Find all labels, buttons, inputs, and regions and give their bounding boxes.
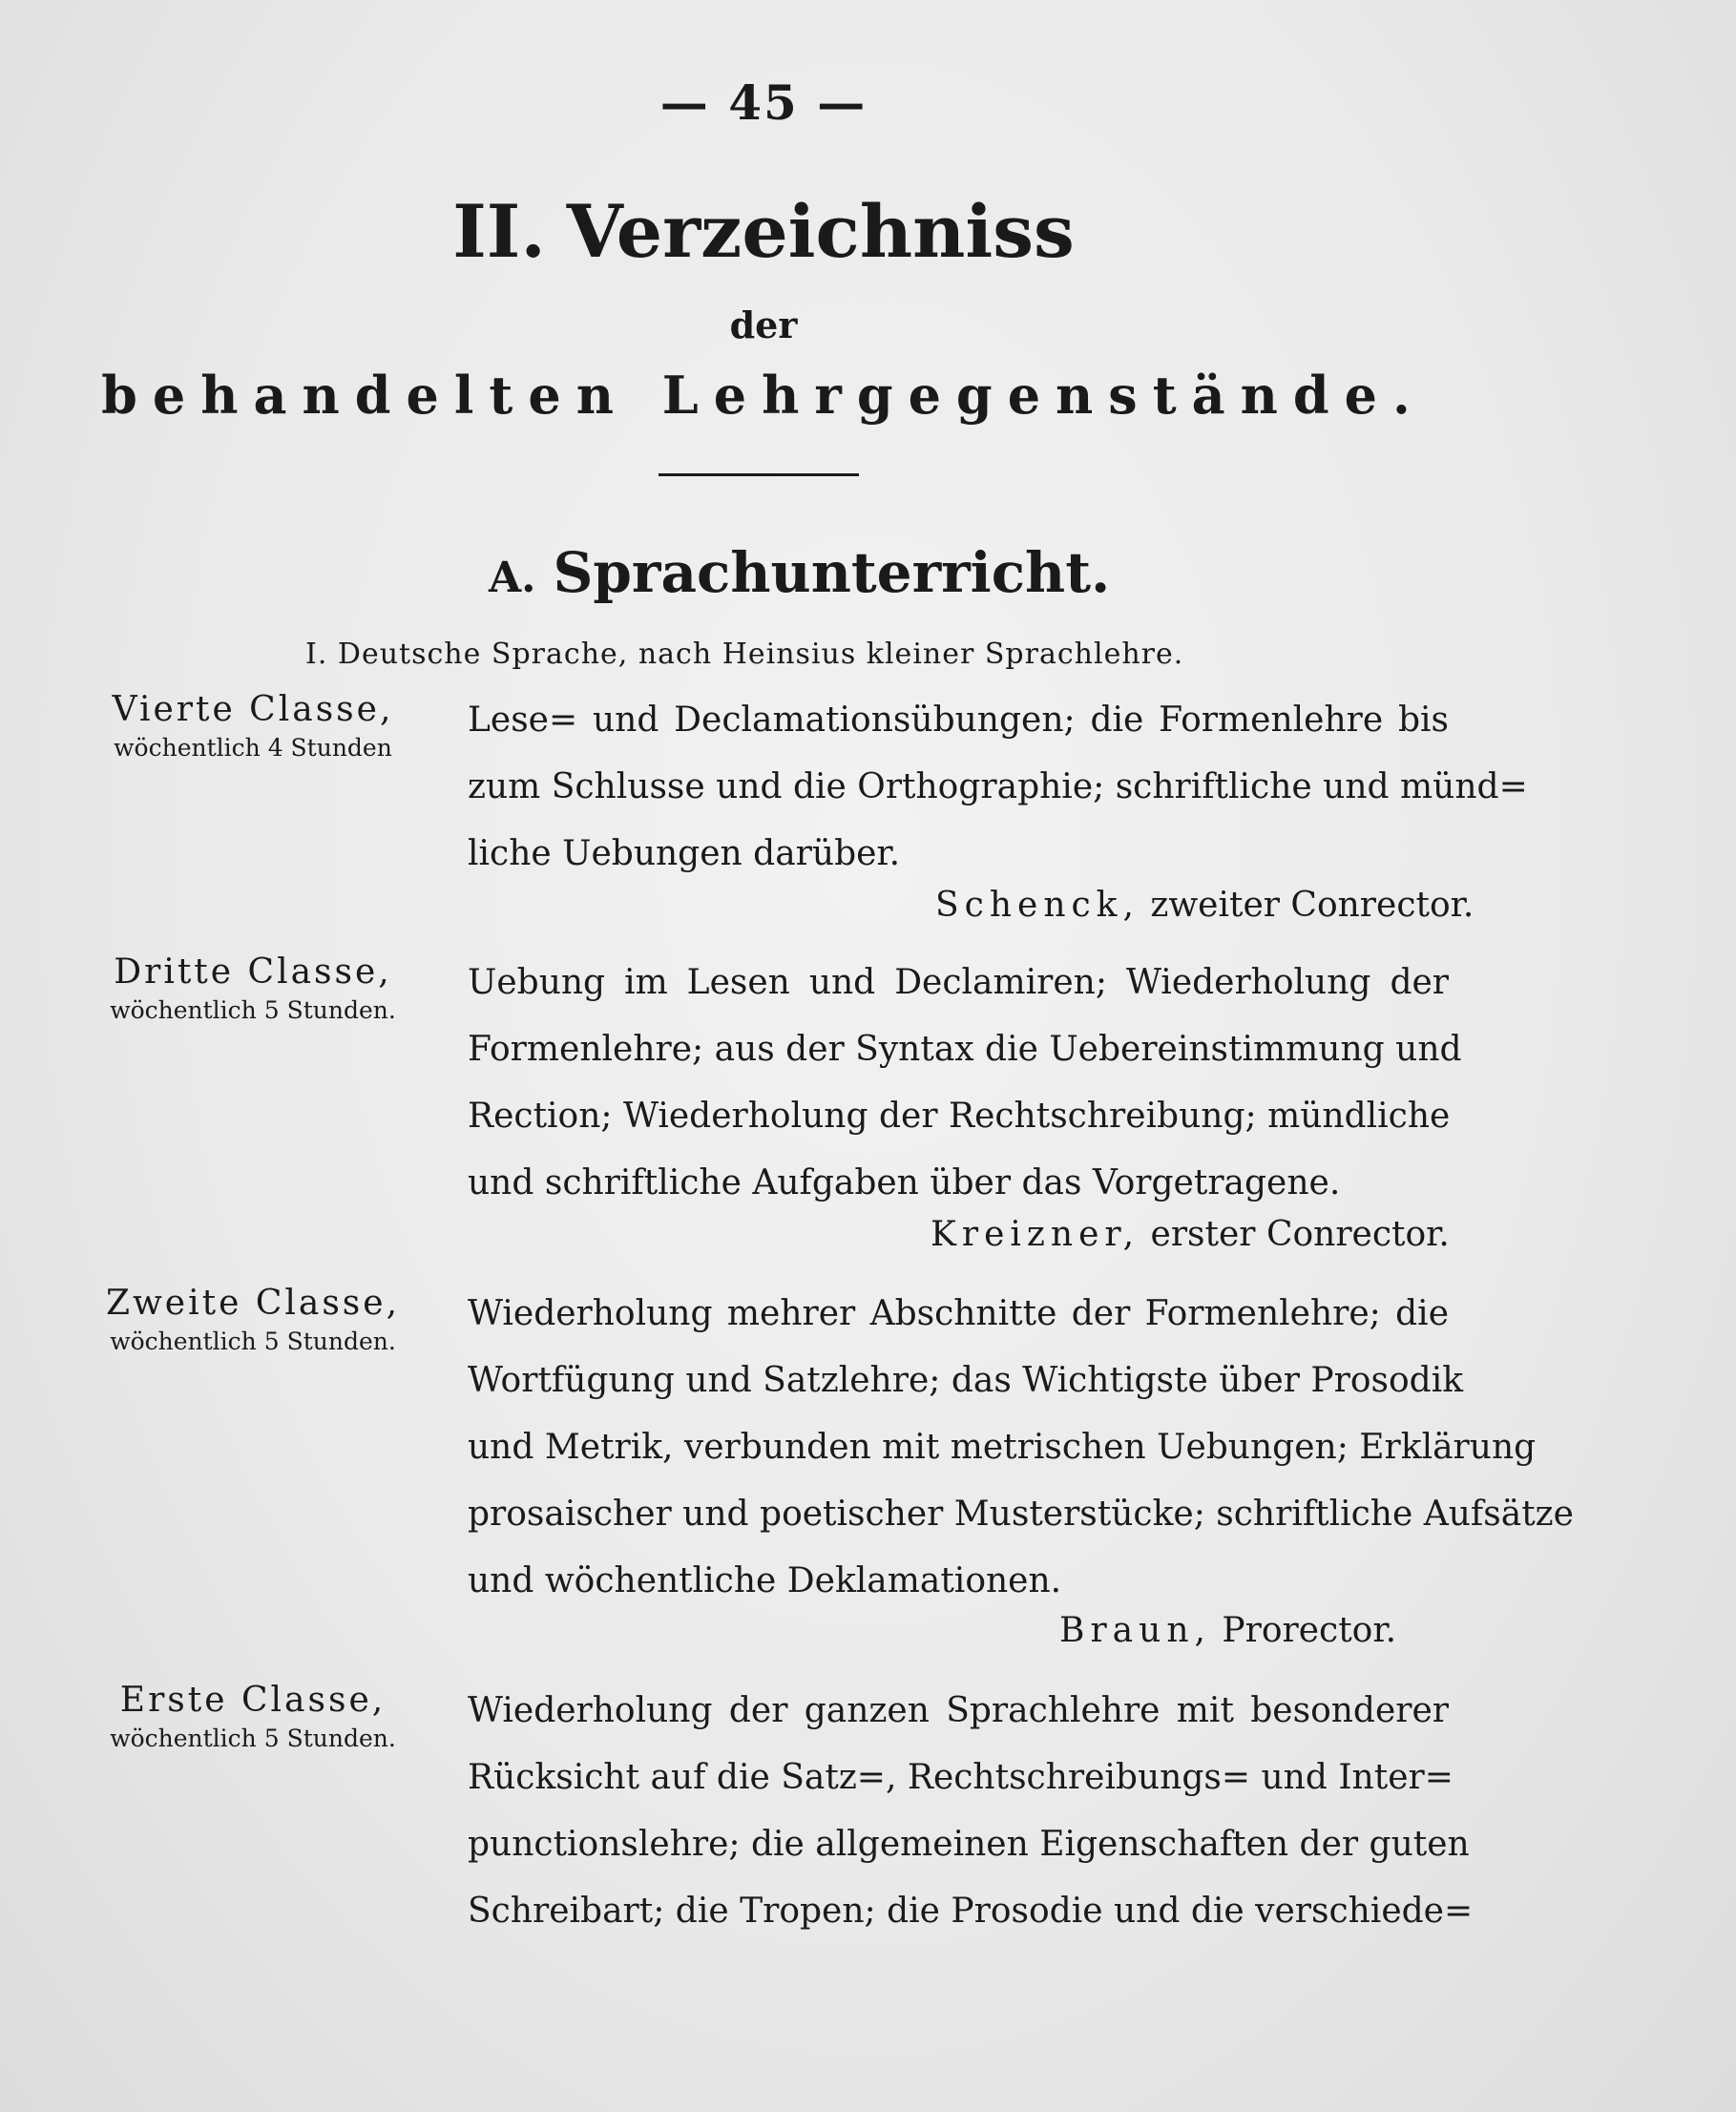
class-label <box>76 1680 429 1756</box>
text-line: liche Uebungen darüber. <box>468 834 901 873</box>
text-line: Rection; Wiederholung der Rechtschreibung; mündliche <box>468 1097 1451 1136</box>
page-number: — 45 — <box>659 74 868 131</box>
text-line: zum Schlusse und die Orthographie; schriftliche und münd= <box>468 767 1528 806</box>
class-description <box>468 1678 1474 1945</box>
class-label <box>76 951 429 1028</box>
class-description <box>468 1281 1574 1615</box>
text-line: und Metrik, verbunden mit metrischen Uebungen; Erklärung <box>468 1428 1537 1467</box>
class-hours: wöchentlich 5 Stunden. <box>110 1328 396 1355</box>
class-description <box>468 950 1462 1217</box>
teacher-name: Kreizner, <box>931 1215 1140 1254</box>
teacher-title: erster Conrector. <box>1150 1215 1450 1254</box>
teacher-signature <box>935 886 1474 925</box>
teacher-title: Prorector. <box>1222 1611 1397 1650</box>
class-description <box>468 687 1528 888</box>
text-line: punctionslehre; die allgemeinen Eigenschaften der guten <box>468 1825 1470 1864</box>
text-line: Uebung im Lesen und Declamiren; Wiederholung der <box>468 963 1449 1002</box>
section-name: Sprachunterricht. <box>553 540 1111 605</box>
text-line: Lese= und Declamationsübungen; die Formenlehre bis <box>468 701 1449 740</box>
teacher-title: zweiter Conrector. <box>1150 886 1475 925</box>
teacher-name: Braun, <box>1059 1611 1211 1650</box>
page-title <box>0 189 1527 274</box>
class-label <box>76 689 429 765</box>
class-name: Dritte Classe, <box>114 952 392 992</box>
page-subtitle: behandelten Lehrgegenstände. <box>101 365 1426 426</box>
text-line: Schreibart; die Tropen; die Prosodie und die verschiede= <box>468 1892 1474 1931</box>
teacher-signature <box>1059 1611 1396 1650</box>
text-line: und wöchentliche Deklamationen. <box>468 1561 1062 1600</box>
text-line: prosaischer und poetischer Musterstücke; schriftliche Aufsätze <box>468 1495 1574 1534</box>
text-line: und schriftliche Aufgaben über das Vorgetragene. <box>468 1163 1341 1202</box>
text-line: Rücksicht auf die Satz=, Rechtschreibungs= und Inter= <box>468 1758 1454 1797</box>
title-roman-numeral: II. <box>452 189 546 274</box>
class-label <box>76 1283 429 1359</box>
title-connector: der <box>729 303 798 346</box>
text-line: Wortfügung und Satzlehre; das Wichtigste über Prosodik <box>468 1361 1464 1400</box>
teacher-name: Schenck, <box>935 886 1140 925</box>
class-name: Vierte Classe, <box>112 690 394 729</box>
text-line: Wiederholung der ganzen Sprachlehre mit besonderer <box>468 1691 1449 1730</box>
section-heading <box>489 540 1110 605</box>
class-name: Zweite Classe, <box>105 1284 401 1323</box>
class-hours: wöchentlich 5 Stunden. <box>110 1725 396 1752</box>
class-hours: wöchentlich 4 Stunden <box>114 734 392 762</box>
class-hours: wöchentlich 5 Stunden. <box>110 996 396 1024</box>
teacher-signature <box>931 1215 1450 1254</box>
text-line: Formenlehre; aus der Syntax die Uebereinstimmung und <box>468 1030 1462 1069</box>
section-letter: A. <box>489 554 536 602</box>
title-word: Verzeichniss <box>566 189 1075 274</box>
text-line: Wiederholung mehrer Abschnitte der Formenlehre; die <box>468 1294 1449 1333</box>
title-divider <box>659 473 859 476</box>
subsection-heading: I. Deutsche Sprache, nach Heinsius kleiner Sprachlehre. <box>305 638 1184 671</box>
class-name: Erste Classe, <box>119 1681 387 1720</box>
